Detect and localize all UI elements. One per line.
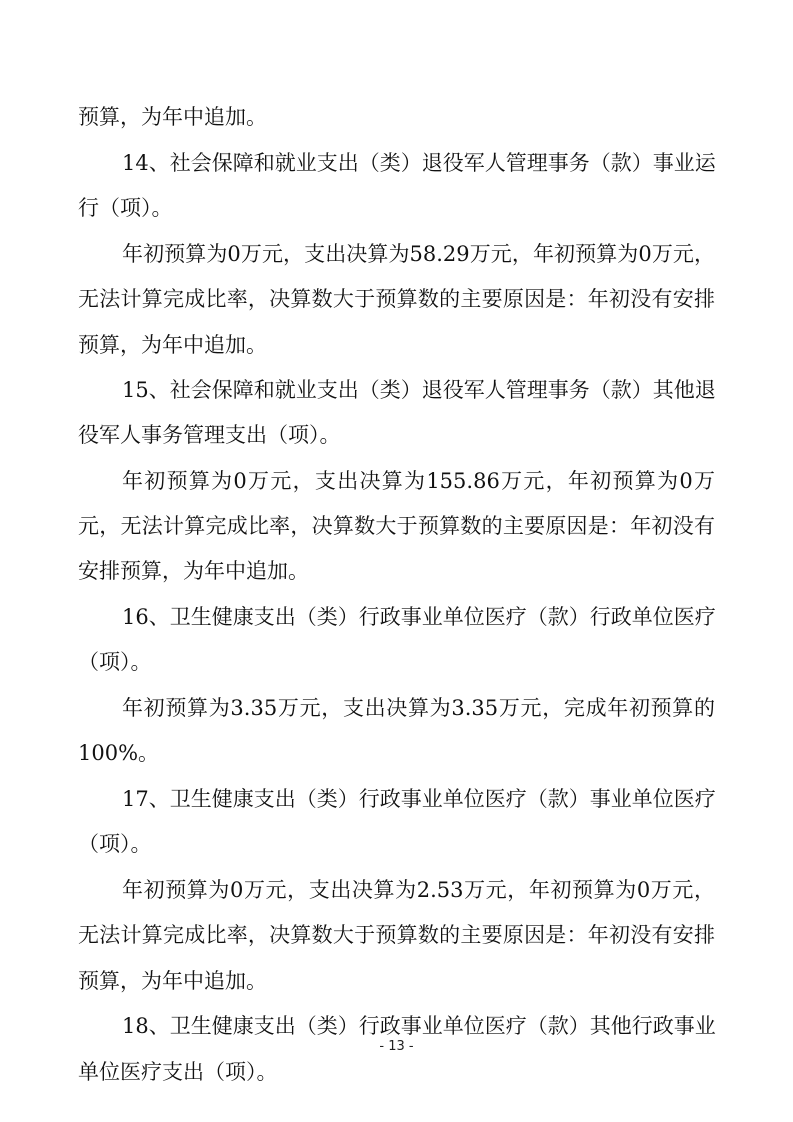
text-line: 无法计算完成比率，决算数大于预算数的主要原因是：年初没有安排: [78, 923, 715, 947]
text-line: 年初预算为3.35万元，支出决算为3.35万元，完成年初预算的: [122, 696, 715, 720]
text-line: 预算，为年中追加。: [78, 105, 267, 129]
text-line: 无法计算完成比率，决算数大于预算数的主要原因是：年初没有安排: [78, 287, 715, 311]
text-line: （项）。: [78, 650, 152, 674]
item-heading-17: 17、卫生健康支出（类）行政事业单位医疗（款）事业单位医疗: [122, 787, 716, 811]
text-line: （项）。: [78, 832, 152, 856]
text-line: 年初预算为0万元，支出决算为2.53万元，年初预算为0万元，: [122, 878, 715, 902]
text-line: 元，无法计算完成比率，决算数大于预算数的主要原因是：年初没有: [78, 514, 715, 538]
item-heading-16: 16、卫生健康支出（类）行政事业单位医疗（款）行政单位医疗: [122, 605, 716, 629]
item-heading-18: 18、卫生健康支出（类）行政事业单位医疗（款）其他行政事业: [122, 1014, 716, 1038]
text-line: 年初预算为0万元，支出决算为155.86万元，年初预算为0万: [122, 469, 715, 493]
text-line: 100%。: [78, 741, 160, 765]
item-heading-15: 15、社会保障和就业支出（类）退役军人管理事务（款）其他退: [122, 378, 716, 402]
page-number: - 13 -: [379, 1039, 414, 1054]
text-line: 单位医疗支出（项）。: [78, 1060, 278, 1084]
text-line: 预算，为年中追加。: [78, 333, 267, 357]
text-line: 役军人事务管理支出（项）。: [78, 423, 341, 447]
text-line: 预算，为年中追加。: [78, 969, 267, 993]
text-line: 年初预算为0万元，支出决算为58.29万元，年初预算为0万元，: [122, 242, 715, 266]
text-line: 安排预算，为年中追加。: [78, 559, 309, 583]
text-line: 行（项）。: [78, 196, 173, 220]
item-heading-14: 14、社会保障和就业支出（类）退役军人管理事务（款）事业运: [122, 151, 716, 175]
